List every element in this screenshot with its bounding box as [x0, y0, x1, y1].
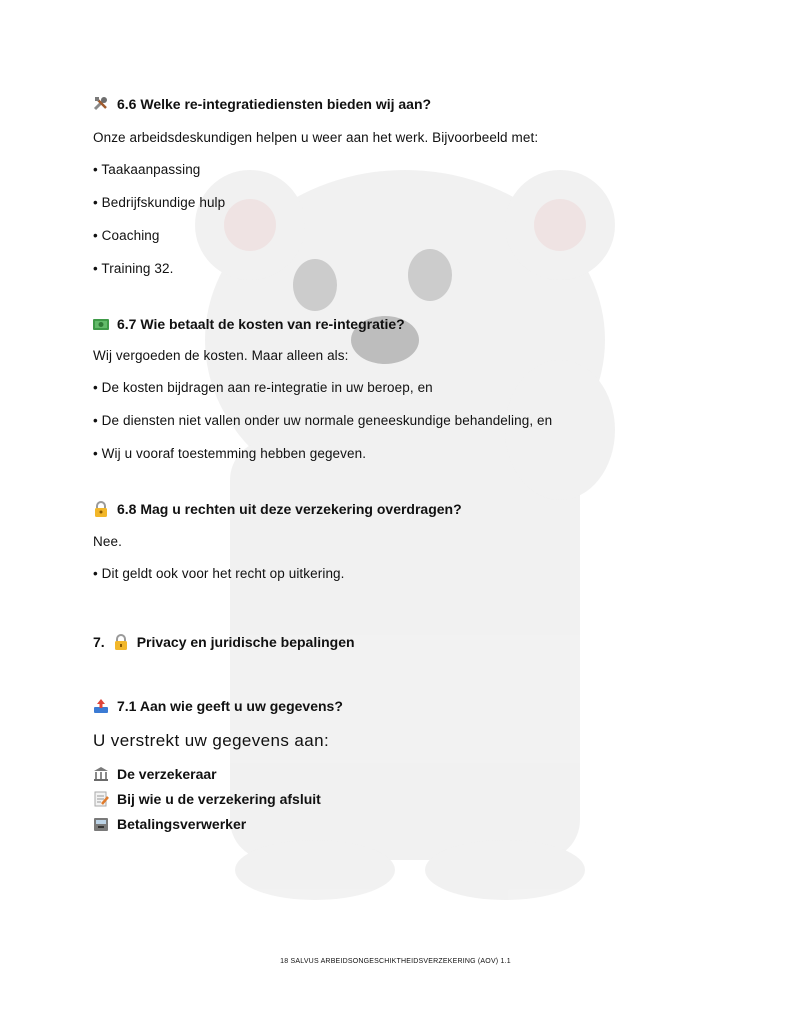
- list-item: • De kosten bijdragen aan re-integratie in uw beroep, en: [93, 380, 433, 395]
- atm-icon: [93, 816, 109, 832]
- list-item: • Taakaanpassing: [93, 162, 201, 177]
- memo-icon: [93, 791, 109, 807]
- list-item: [93, 816, 246, 832]
- bank-icon: [93, 766, 109, 782]
- recipient-label: Betalingsverwerker: [117, 816, 247, 832]
- recipient-label: Bij wie u de verzekering afsluit: [117, 791, 321, 807]
- section-6-8-title: 6.8 Mag u rechten uit deze verzekering overdragen?: [117, 501, 462, 517]
- section-6-6-title: 6.6 Welke re-integratiediensten bieden wij aan?: [117, 96, 432, 112]
- list-item: • Dit geldt ook voor het recht op uitkering.: [93, 566, 345, 581]
- list-item: [93, 791, 321, 807]
- list-item: • De diensten niet vallen onder uw normale geneeskundige behandeling, en: [93, 413, 553, 428]
- list-item: • Bedrijfskundige hulp: [93, 195, 226, 210]
- page-footer: 18 SALVUS ARBEIDSONGESCHIKTHEIDSVERZEKERING (AOV) 1.1: [280, 958, 511, 965]
- lock-icon: [113, 634, 129, 650]
- chapter-7-title: Privacy en juridische bepalingen: [136, 634, 355, 650]
- list-item: • Coaching: [93, 228, 160, 243]
- section-6-7-title: 6.7 Wie betaalt de kosten van re-integratie?: [117, 316, 405, 332]
- list-item: • Training 32.: [93, 261, 174, 276]
- section-6-6-heading: [93, 96, 431, 112]
- section-6-7-intro: Wij vergoeden de kosten. Maar alleen als:: [93, 348, 349, 363]
- section-7-1-title: 7.1 Aan wie geeft u uw gegevens?: [117, 698, 343, 714]
- list-item: [93, 766, 217, 782]
- section-6-8-intro: Nee.: [93, 534, 122, 549]
- recipient-label: De verzekeraar: [117, 766, 217, 782]
- chapter-7-heading: [93, 634, 355, 650]
- list-item: • Wij u vooraf toestemming hebben gegeven.: [93, 446, 367, 461]
- bear-watermark: [175, 140, 635, 900]
- money-icon: [93, 316, 109, 332]
- section-6-6-intro: Onze arbeidsdeskundigen helpen u weer aan het werk. Bijvoorbeeld met:: [93, 130, 539, 145]
- chapter-7-number: 7.: [93, 634, 105, 650]
- tools-icon: [93, 96, 109, 112]
- section-7-1-heading: [93, 698, 343, 714]
- section-6-8-heading: [93, 501, 462, 517]
- inbox-icon: [93, 698, 109, 714]
- section-6-7-heading: [93, 316, 405, 332]
- lock-key-icon: [93, 501, 109, 517]
- section-7-1-intro: U verstrekt uw gegevens aan:: [93, 731, 330, 750]
